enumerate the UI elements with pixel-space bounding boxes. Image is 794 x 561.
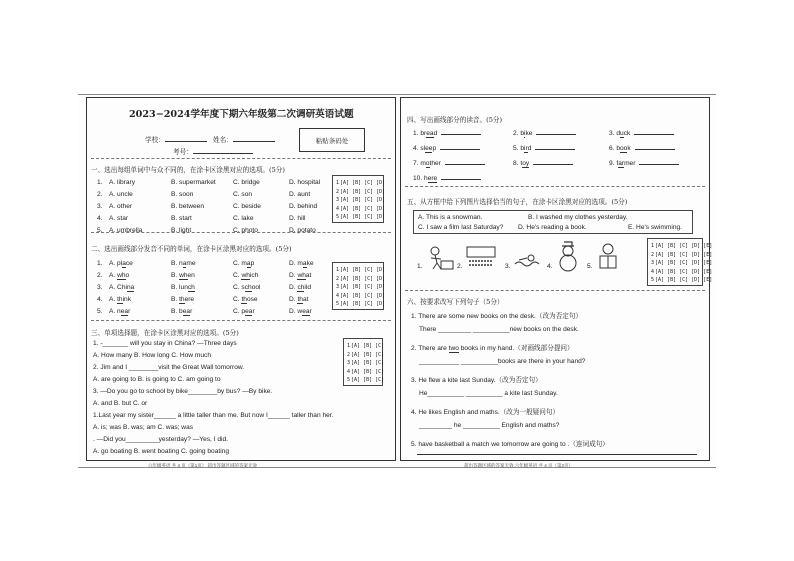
item-number: 4. <box>413 145 419 152</box>
option-c: C. I saw a film last Saturday? <box>418 224 504 231</box>
item-number: 10. <box>413 175 423 182</box>
option-n: 5. <box>97 227 103 234</box>
bubble-options: [A] [B] [C] [D] <box>340 267 386 273</box>
word-part: ink <box>122 296 131 303</box>
word-part: me <box>186 260 196 267</box>
word-part: p <box>250 260 255 267</box>
underlined-letters: th <box>117 296 123 303</box>
underlined-letters: wh <box>241 272 250 279</box>
answer-blank <box>445 164 485 165</box>
option-b <box>171 296 194 304</box>
bubble-row <box>336 283 386 292</box>
bubble-row <box>336 300 386 309</box>
bubble-row <box>651 259 713 268</box>
divider <box>405 186 705 187</box>
item-number: 5. <box>513 145 519 152</box>
bubble-row <box>347 342 385 351</box>
bubble-row <box>651 268 713 277</box>
word-part: d <box>433 130 438 137</box>
option-d <box>289 308 312 316</box>
bubble-number: 5 <box>336 214 340 221</box>
bubble-number: 4 <box>336 205 340 212</box>
word-part: d <box>527 145 532 152</box>
picture-5-reading-icon <box>595 242 621 272</box>
section-3-heading: 三、单项选择题，在涂卡区涂黑对应的选项。(5分) <box>91 329 239 337</box>
answer-blank <box>535 149 575 150</box>
bubble-options: [A] [B] [C] <box>351 343 385 349</box>
option-c: C. photo <box>233 227 258 234</box>
bubble-options: [A] [B] [C] [D] [E] <box>655 251 713 258</box>
question-line: 1. -_______ will you stay in China? —Three days <box>93 340 237 347</box>
page-footer-right: 超出答题区域的答案无效 六年级英语 共 4 页（第2页） <box>464 463 574 468</box>
question-line: A. is; was B. was; am C. was; was <box>93 424 194 431</box>
bubble-options: [A] [B] [C] [D] <box>340 188 386 195</box>
underlined-letters: ea <box>182 308 191 315</box>
underlined-letters: na <box>126 284 135 291</box>
underlined-letters: a <box>182 260 187 267</box>
word-part: D. <box>289 296 298 303</box>
school-field: 学校： <box>145 134 207 144</box>
underlined-letters: a <box>122 260 126 267</box>
option-number: 3. <box>97 284 103 291</box>
option-b: B. light <box>171 227 192 234</box>
word-part: t <box>520 160 523 167</box>
option-b: B. soon <box>171 191 194 198</box>
picture-4-snowman-icon <box>555 240 581 272</box>
underlined-letters: ea <box>426 130 434 137</box>
grid-rows <box>347 342 385 385</box>
bubble-number: 1 <box>347 343 351 349</box>
bubble-row <box>651 242 713 251</box>
underlined-letters: ir <box>524 145 528 152</box>
bubble-options: [A] [B] [C] [D] [E] <box>655 268 713 275</box>
option-a <box>109 284 134 292</box>
word-part: A. n <box>109 308 121 315</box>
word-part: C. p <box>233 308 246 315</box>
name-field: 姓名： <box>213 134 275 144</box>
word-part: mer <box>624 160 636 167</box>
question-line: 3. —Do you go to school by bike________by bus? —By bike. <box>93 388 273 395</box>
underlined-letters: wh <box>117 272 126 279</box>
grid-rows <box>336 266 386 309</box>
bubble-row <box>347 351 385 360</box>
word-part: r <box>252 308 255 315</box>
bubble-row <box>336 179 386 188</box>
underlined-letters: ea <box>302 308 310 315</box>
bubble-number: 3 <box>336 197 340 204</box>
option-a <box>109 260 133 268</box>
option-number: 5. <box>97 308 103 315</box>
word-part: A. <box>109 272 118 279</box>
bubble-row <box>336 188 386 197</box>
number-field: 考号： <box>173 146 253 156</box>
option-e: E. He's swimming. <box>628 224 683 231</box>
answer-blank <box>533 164 573 165</box>
option-c: C. son <box>233 191 253 198</box>
divider <box>91 320 391 321</box>
word-part: b <box>616 145 621 152</box>
option-n: 3. <box>97 203 103 210</box>
word-part: br <box>420 130 427 137</box>
option-d <box>289 284 311 292</box>
word-part: B. <box>171 272 180 279</box>
barcode-box: 粘贴条码处 <box>299 128 365 152</box>
item-number: 8. <box>513 160 519 167</box>
word-part: ool <box>251 284 261 291</box>
option-b <box>171 272 195 280</box>
phonics-item[interactable] <box>513 145 575 153</box>
bubble-row <box>336 205 386 214</box>
word-part: f <box>616 160 619 167</box>
bubble-options: [A] [B] [C] [D] <box>340 284 386 291</box>
word-part: d <box>616 130 621 137</box>
word-part: b <box>520 145 525 152</box>
word-part: ck <box>623 130 631 137</box>
option-d: D. behind <box>289 203 318 210</box>
phonics-item[interactable] <box>513 160 573 168</box>
answer-1[interactable]: There _________ __________new books on the desk. <box>419 326 579 333</box>
options-box <box>413 210 693 234</box>
underlined-letters: ch <box>244 284 252 291</box>
word-part: at <box>302 296 309 303</box>
bubble-options: [A] [B] [C] <box>351 368 385 375</box>
bubble-number: 3 <box>336 284 340 291</box>
question-line: A. go boating B. went boating C. going boating <box>93 448 230 455</box>
option-a <box>109 272 129 280</box>
underlined-letters: ea <box>120 308 129 315</box>
bubble-row <box>336 275 386 284</box>
answer-grid-1[interactable] <box>332 175 384 223</box>
question-line: . —Did you_________yesterday? —Yes, I did. <box>93 436 229 443</box>
answer-grid-5[interactable] <box>647 238 713 286</box>
page-footer-left: 六年级英语 共 4 页（第1页） 超出答题区域的答案无效 <box>148 463 258 468</box>
option-a: A. star <box>109 215 129 222</box>
option-d <box>289 296 308 304</box>
option-b: B. between <box>171 203 204 210</box>
word-part: C. <box>233 296 242 303</box>
bubble-options: [A] [B] [C] [D] <box>340 292 386 299</box>
item-number: 7. <box>413 160 419 167</box>
bubble-options: [A] [B] [C] <box>351 351 385 358</box>
word-part: at <box>305 272 312 279</box>
section-5-heading: 五、从方框中给下列图片选择恰当的句子，在涂卡区涂黑对应的选项。(5分) <box>407 198 628 206</box>
answer-blank <box>635 149 675 150</box>
bubble-row <box>336 213 386 222</box>
bubble-options: [A] [B] [C] <box>351 360 385 367</box>
underlined-letters: ea <box>245 308 253 315</box>
word-part: sl <box>420 145 426 152</box>
phonics-item[interactable] <box>413 130 481 138</box>
underlined-letters: i <box>524 130 526 137</box>
answer-blank <box>634 134 674 135</box>
pic-label-1: 1. <box>417 263 423 270</box>
option-c: C. bridge <box>233 179 260 186</box>
word-part: C. s <box>233 284 245 291</box>
word-part: B. n <box>171 260 183 267</box>
bubble-number: 4 <box>651 268 655 275</box>
underlined-letters: ch <box>187 284 195 291</box>
option-a: A. uncle <box>109 191 133 198</box>
word-part: r <box>309 308 312 315</box>
answer-2[interactable]: ___________ __________books are there in your hand? <box>419 358 586 365</box>
bubble-row <box>336 292 386 301</box>
bubble-options: [A] [B] [C] [D] [E] <box>655 260 713 267</box>
bubble-row <box>651 251 713 260</box>
option-number: 4. <box>97 296 103 303</box>
section-6-heading: 六、按要求改写下列句子（5分） <box>407 298 504 306</box>
underlined-letters: wh <box>179 272 188 279</box>
question-line: 2. Jim and I ________visit the Great Wall tomorrow. <box>93 364 245 371</box>
answer-blank <box>536 134 576 135</box>
word-part: B. <box>171 296 180 303</box>
exam-page-right <box>400 97 713 461</box>
word-part: ich <box>249 272 259 279</box>
word-part: en <box>187 272 195 279</box>
question-1: 1. There are some new books on the desk.（改为否定句） <box>411 313 583 320</box>
bubble-number: 4 <box>347 368 351 375</box>
grid-rows <box>336 179 386 222</box>
answer-5-line[interactable] <box>417 454 697 455</box>
exam-page-left <box>86 97 396 461</box>
phonics-item[interactable] <box>609 130 674 138</box>
bubble-options: [A] [B] [C] [D] <box>340 275 386 282</box>
option-b <box>171 260 196 268</box>
answer-blank <box>441 134 481 135</box>
phonics-item[interactable] <box>609 160 679 168</box>
exam-title: 2023−2024学年度下期六年级第二次调研英语试题 <box>129 109 354 120</box>
word-part: B. b <box>171 308 183 315</box>
divider <box>405 290 705 291</box>
question-line: A. are going to B. is going to C. am going to <box>93 376 221 383</box>
pic-label-4: 4. <box>547 263 553 270</box>
bubble-row <box>347 368 385 377</box>
option-b <box>171 284 195 292</box>
bubble-options: [A] [B] [C] [D] <box>340 180 386 186</box>
word-part: A. Chi <box>109 284 127 291</box>
item-number: 6. <box>609 145 615 152</box>
underlined-letters: th <box>241 296 247 303</box>
grid-rows <box>651 242 713 285</box>
bubble-number: 1 <box>336 267 340 273</box>
option-n: 1. <box>97 179 103 186</box>
word-part: r <box>128 308 131 315</box>
option-d: D. aunt <box>289 191 311 198</box>
pic-label-5: 5. <box>587 263 593 270</box>
bubble-row <box>336 196 386 205</box>
word-part: o <box>125 272 130 279</box>
question-line: A. How many B. How long C. How much <box>93 352 211 359</box>
item-number: 9. <box>609 160 615 167</box>
option-c <box>233 296 258 304</box>
option-b: B. supermarket <box>171 179 216 186</box>
word-part: h <box>424 175 428 182</box>
item-number: 1. <box>413 130 419 137</box>
option-d: D. hospital <box>289 179 321 186</box>
bubble-number: 3 <box>651 260 655 267</box>
word-part: p <box>432 145 437 152</box>
phonics-item[interactable] <box>413 160 485 168</box>
question-3: 3. He flew a kite last Sunday.（改为否定句） <box>411 377 542 384</box>
pic-label-2: 2. <box>457 263 463 270</box>
bubble-number: 5 <box>651 277 655 284</box>
word-part: ther <box>429 160 441 167</box>
answer-grid-2[interactable] <box>332 262 384 310</box>
underlined-letters: ch <box>297 284 305 291</box>
bubble-number: 4 <box>336 292 340 299</box>
word-part: D. m <box>289 260 303 267</box>
word-part: ce <box>125 260 133 267</box>
underlined-letters: u <box>620 130 624 137</box>
option-a: A. library <box>109 179 136 186</box>
word-part: ild <box>304 284 312 291</box>
section-4-heading: 四、写出画线部分的读音。(5分) <box>407 116 503 124</box>
underlined-letters: oy <box>522 160 530 167</box>
section-2-heading: 二、选出画线部分发音不同的单词，在涂卡区涂黑对应的选项。(5分) <box>91 245 292 253</box>
option-c: C. lake <box>233 215 254 222</box>
option-d <box>289 260 314 268</box>
option-b: B. I washed my clothes yesterday. <box>528 214 628 221</box>
pic-label-3: 3. <box>505 263 511 270</box>
question-line: A. and B. but C. or <box>93 400 148 407</box>
option-b: B. start <box>171 215 192 222</box>
option-c <box>233 284 261 292</box>
option-d: D. potato <box>289 227 316 234</box>
bubble-number: 1 <box>336 180 340 186</box>
bubble-number: 2 <box>336 275 340 282</box>
option-a: A. This is a snowman. <box>418 214 483 221</box>
question-5: 5. have basketball a match we tomorrow are going to .（连词成句） <box>411 441 609 448</box>
picture-3-swimming-icon <box>513 250 543 270</box>
underlined-letters: ee <box>425 145 433 152</box>
picture-2-cinema-icon <box>465 245 497 269</box>
word-part: k <box>627 145 631 152</box>
question-line: 1.Last year my sister______ a little taller than me. But now I______ taller than her. <box>93 412 334 419</box>
bubble-number: 2 <box>347 351 351 358</box>
option-c <box>233 272 258 280</box>
bubble-row <box>651 276 713 285</box>
option-a: A. umbrella <box>109 227 143 234</box>
option-a <box>109 296 131 304</box>
word-part: A. pl <box>109 260 123 267</box>
bubble-options: [A] [B] [C] [D] <box>340 197 386 204</box>
answer-blank <box>639 164 679 165</box>
word-part: A. <box>109 296 118 303</box>
item-number: 2. <box>513 130 519 137</box>
underlined-letters: o <box>425 160 430 167</box>
underlined-letters: ar <box>618 160 625 167</box>
option-d: D. He's reading a book. <box>518 224 587 231</box>
word-part: ke <box>306 260 314 267</box>
word-part: ose <box>246 296 258 303</box>
phonics-item[interactable] <box>609 145 675 153</box>
item-number: 3. <box>609 130 615 137</box>
word-part: m <box>420 160 426 167</box>
answer-blank <box>440 149 480 150</box>
divider <box>91 158 391 159</box>
section-1-heading: 一、选出每组单词中与众不同的，在涂卡区涂黑对应的选项。(5分) <box>91 166 285 174</box>
word-part: r <box>190 308 193 315</box>
bubble-number: 5 <box>336 301 340 308</box>
underlined-letters: ere <box>427 175 438 182</box>
question-4: 4. He likes English and maths.（改为一般疑问句） <box>411 409 560 416</box>
option-c <box>233 308 255 316</box>
underlined-letters: wh <box>297 272 306 279</box>
bubble-row <box>347 359 385 368</box>
option-number: 1. <box>97 260 103 267</box>
picture-1-washing-icon <box>425 245 455 271</box>
word-part: D. w <box>289 308 303 315</box>
option-c: C. beside <box>233 203 261 210</box>
question-2: 2. There are two books in my hand.（对画线部分提问） <box>411 345 574 352</box>
bubble-number: 3 <box>347 360 351 367</box>
option-a: A. other <box>109 203 133 210</box>
phonics-item[interactable] <box>413 145 480 153</box>
underlined-letters: a <box>246 260 251 267</box>
option-b <box>171 308 192 316</box>
bubble-row <box>347 376 385 385</box>
option-n: 4. <box>97 215 103 222</box>
bubble-options: [A] [B] [C] [D] [E] <box>655 277 713 284</box>
word-part: ere <box>184 296 195 303</box>
answer-blank <box>441 179 481 180</box>
bubble-number: 2 <box>336 188 340 195</box>
option-d <box>289 272 311 280</box>
word-part: D. <box>289 284 298 291</box>
bubble-options: [A] [B] [C] [D] <box>340 301 386 308</box>
option-a <box>109 308 130 316</box>
phonics-item[interactable] <box>413 175 481 183</box>
word-part: ke <box>525 130 533 137</box>
bubble-row <box>336 266 386 275</box>
exam-sheet <box>78 94 716 468</box>
bubble-options: [A] [B] [C] [D] <box>340 205 386 212</box>
word-part: B. lun <box>171 284 188 291</box>
answer-3[interactable]: He__________ __________ a kite last Sunday. <box>419 390 558 397</box>
bubble-number: 2 <box>651 251 655 258</box>
answer-4[interactable]: _________ he __________ English and maths? <box>419 422 560 429</box>
option-d: D. hill <box>289 215 306 222</box>
underlined-letters: a <box>302 260 307 267</box>
word-part: D. <box>289 272 298 279</box>
word-part: C. m <box>233 260 247 267</box>
phonics-item[interactable] <box>513 130 576 138</box>
bubble-number: 5 <box>347 377 351 384</box>
bubble-options: [A] [B] [C] <box>351 377 385 384</box>
bubble-number: 1 <box>651 243 655 249</box>
word-part: C. <box>233 272 242 279</box>
bubble-options: [A] [B] [C] [D] <box>340 214 386 221</box>
answer-grid-3[interactable] <box>343 338 383 386</box>
word-part: b <box>520 130 525 137</box>
underlined-letters: oo <box>620 145 628 152</box>
bubble-options: [A] [B] [C] [D] [E] <box>655 243 713 249</box>
option-number: 2. <box>97 272 103 279</box>
option-n: 2. <box>97 191 103 198</box>
option-c <box>233 260 254 268</box>
underlined-letters: th <box>297 296 303 303</box>
underlined-letters: th <box>179 296 185 303</box>
